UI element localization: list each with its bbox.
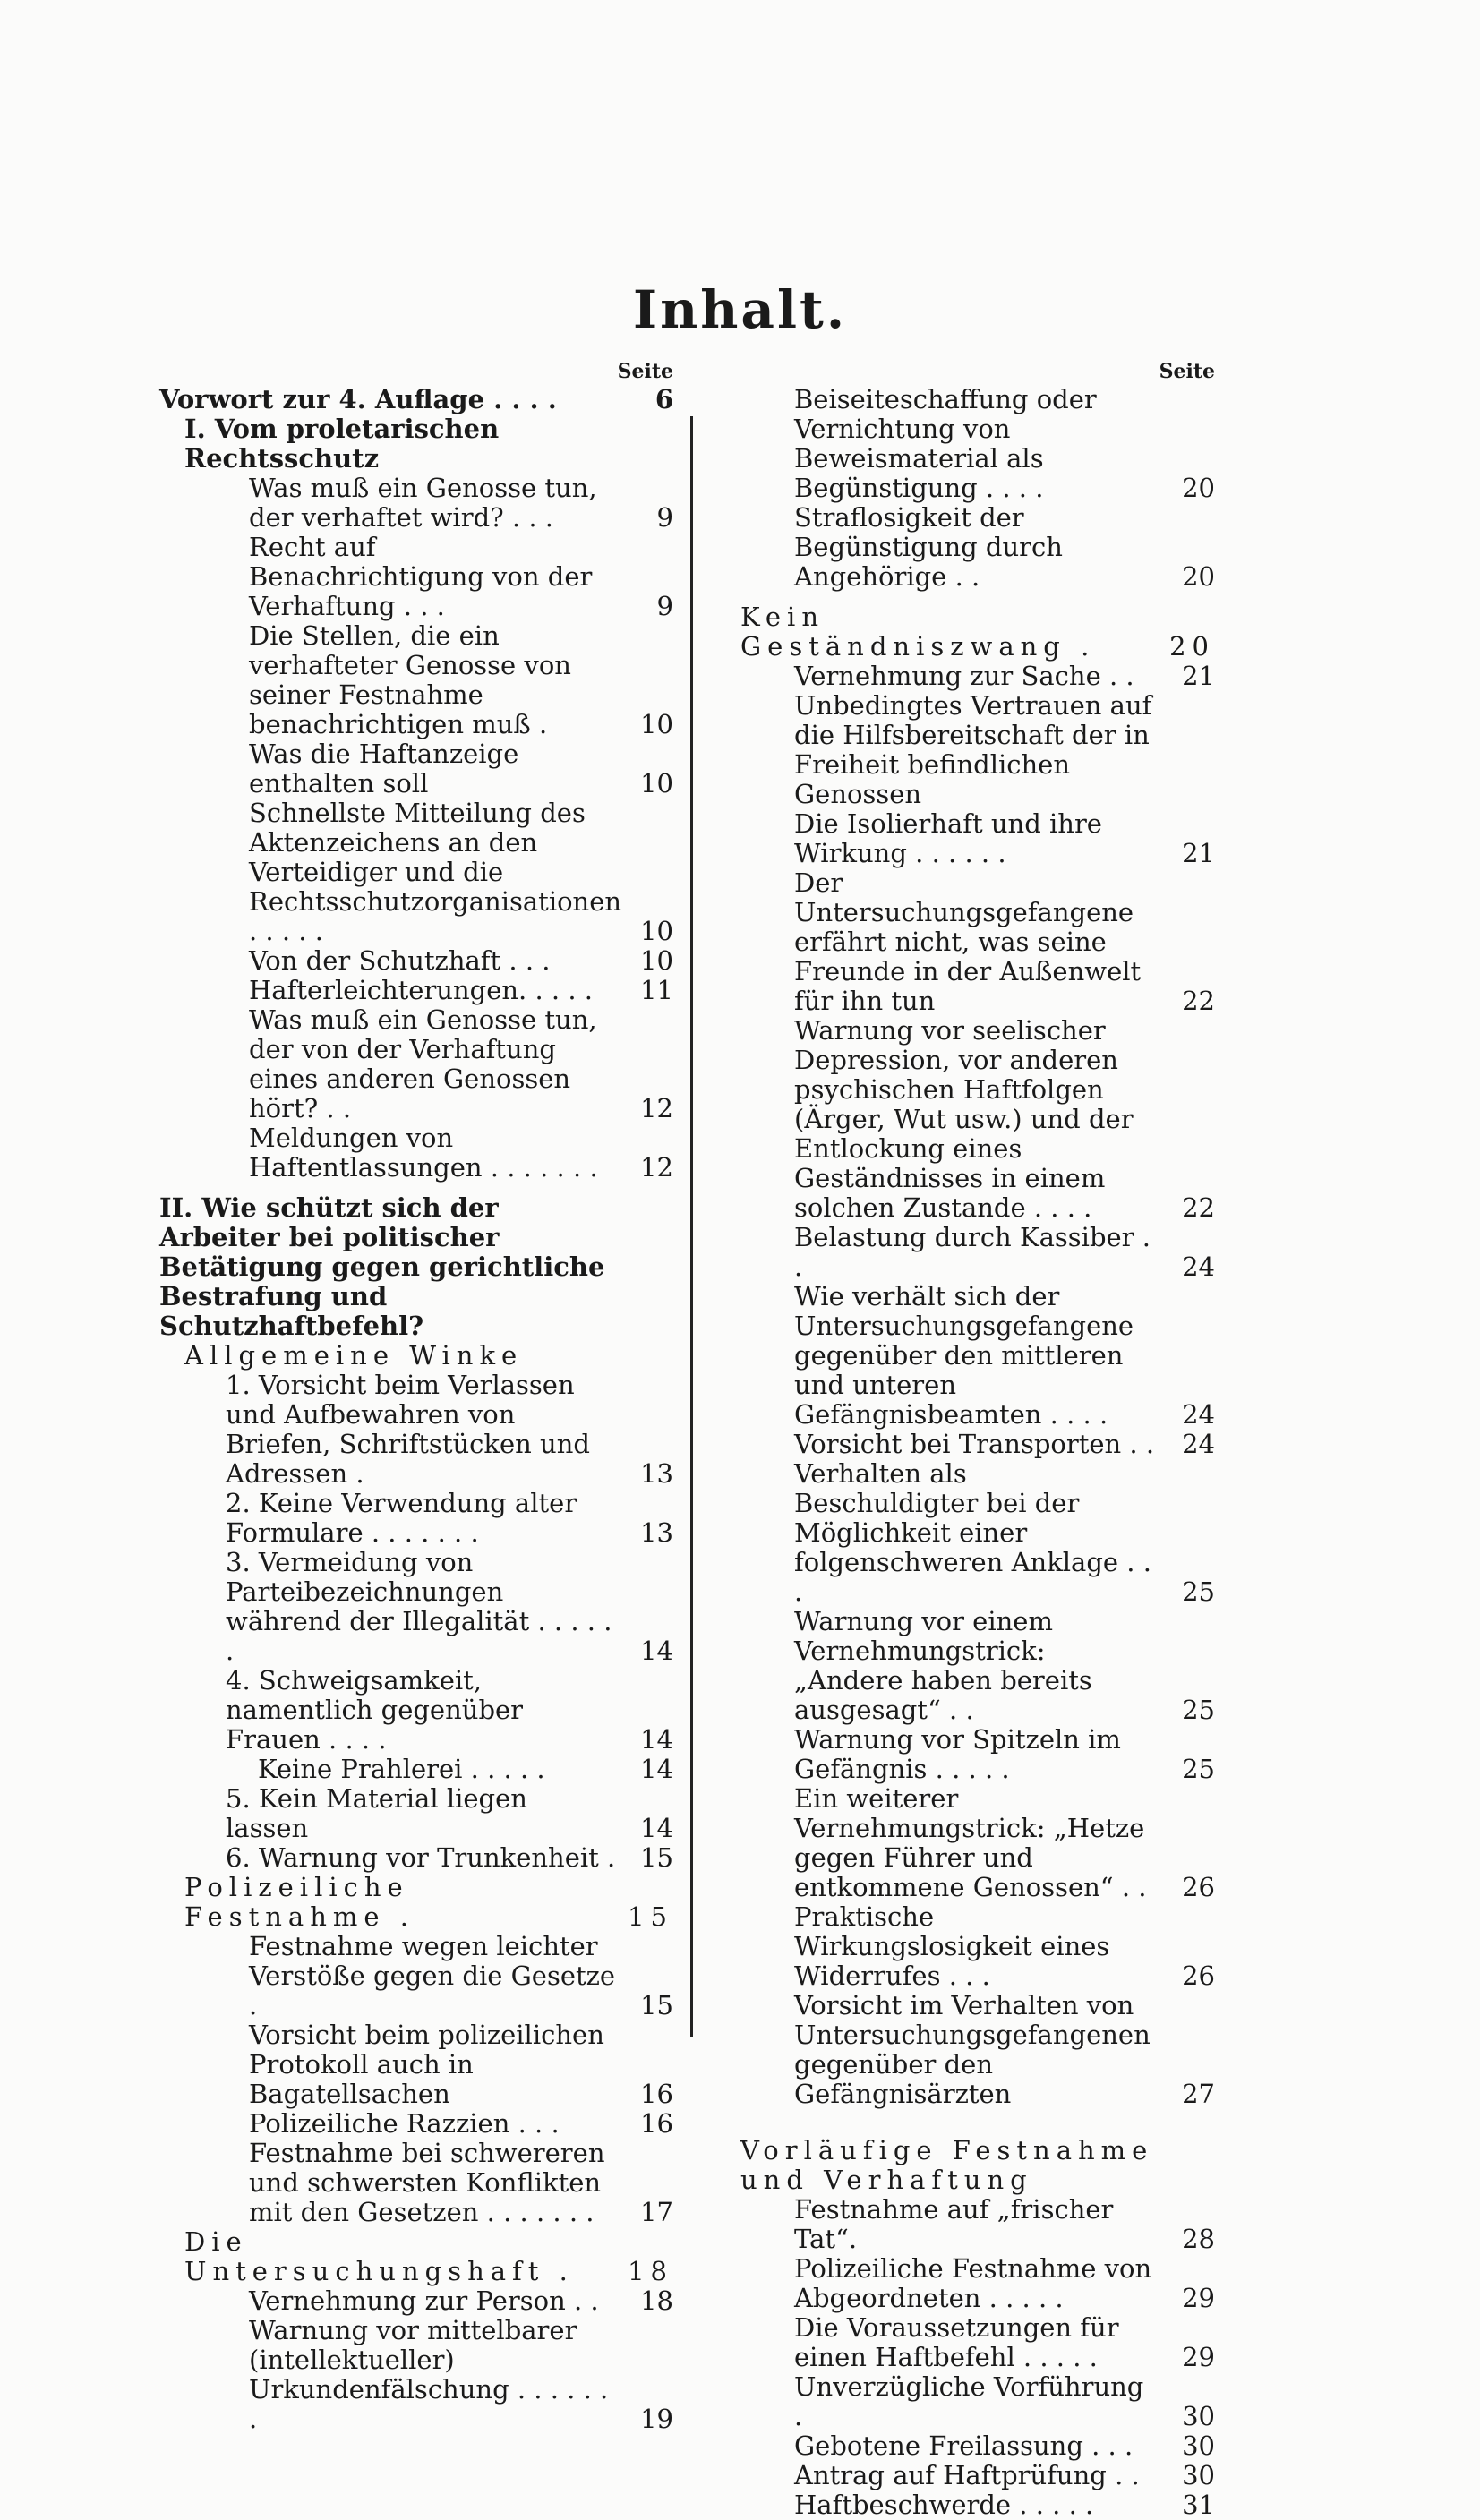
toc-entry-page: 14 (640, 1724, 673, 1755)
toc-entry (740, 1459, 1215, 1607)
toc-entry-title: Festnahme auf „frischer Tat“. (794, 2194, 1114, 2254)
toc-entry (159, 739, 673, 799)
toc-entry-title: Was muß ein Genosse tun, der von der Verhaftung eines anderen Genossen hört? . . (249, 1004, 597, 1123)
toc-entry (159, 1005, 673, 1123)
toc-entry-title: Warnung vor seelischer Depression, vor anderen psychischen Haftfolgen (Ärger, Wut usw.) und der Entlockung eines Geständnisses in einem solchen Zustande . . . . (794, 1015, 1134, 1223)
toc-entry (159, 1193, 673, 1341)
toc-entry-page: 14 (640, 1754, 673, 1784)
toc-entry-title: Der Untersuchungsgefangene erfährt nicht, was seine Freunde in der Außenwelt für ihn tun (794, 867, 1142, 1016)
toc-entry (159, 621, 673, 739)
toc-entry-title: Praktische Wirkungslosigkeit eines Widerrufes . . . (794, 1901, 1110, 1991)
toc-entry-title: Festnahme bei schwereren und schwersten Konflikten mit den Gesetzen . . . . . . . (249, 2138, 605, 2227)
toc-entry-page: 16 (640, 2108, 673, 2139)
toc-entry-page: 24 (1182, 1251, 1215, 1282)
toc-entry (740, 503, 1215, 592)
toc-entry (740, 602, 1215, 662)
toc-entry-title: Die Isolierhaft und ihre Wirkung . . . . . . (794, 808, 1102, 868)
toc-entry (159, 414, 673, 474)
toc-entry-page: 26 (1182, 1872, 1215, 1902)
toc-entry-title: Haftbeschwerde . . . . . (794, 2490, 1094, 2520)
column-divider (690, 416, 693, 2037)
toc-entry (159, 1548, 673, 1666)
toc-entry (159, 2286, 673, 2316)
toc-list-left (159, 385, 673, 2434)
toc-entry-page: 18 (628, 2256, 673, 2286)
toc-entry (159, 799, 673, 946)
toc-entry-title: Vernehmung zur Person . . (249, 2285, 599, 2316)
toc-entry-page: 30 (1182, 2401, 1215, 2431)
toc-entry-title: Antrag auf Haftprüfung . . (794, 2460, 1140, 2490)
toc-entry-title: 2. Keine Verwendung alter Formulare . . . . . . . (226, 1488, 577, 1548)
toc-entry-title: Vorsicht bei Transporten . . (794, 1429, 1155, 1459)
toc-entry-title: Festnahme wegen leichter Verstöße gegen die Gesetze . (249, 1931, 616, 2020)
toc-entry (159, 1873, 673, 1932)
toc-entry (159, 1932, 673, 2020)
toc-entry-page: 20 (1182, 561, 1215, 592)
toc-entry-title: Vorläufige Festnahme und Verhaftung (740, 2135, 1154, 2195)
toc-entry (159, 2227, 673, 2286)
toc-entry-title: Vorsicht im Verhalten von Untersuchungsgefangenen gegenüber den Gefängnisärzten (794, 1990, 1151, 2109)
toc-entry (740, 385, 1215, 503)
toc-entry-title: 6. Warnung vor Trunkenheit . (226, 1842, 616, 1873)
toc-entry-page: 12 (640, 1152, 673, 1183)
toc-entry-page: 12 (640, 1093, 673, 1123)
toc-entry (740, 1991, 1215, 2109)
toc-entry-page: 19 (640, 2404, 673, 2434)
toc-entry (740, 809, 1215, 868)
toc-entry-page: 27 (1182, 2079, 1215, 2109)
toc-entry-title: Die Stellen, die ein verhafteter Genosse von seiner Festnahme benachrichtigen muß . (249, 620, 571, 739)
toc-entry-title: Was die Haftanzeige enthalten soll (249, 739, 519, 799)
toc-entry-title: Die Voraussetzungen für einen Haftbefehl . . . . . (794, 2312, 1119, 2372)
toc-entry (740, 1016, 1215, 1223)
toc-entry-title: Warnung vor einem Vernehmungstrick: „Andere haben bereits ausgesagt“ . . (794, 1606, 1092, 1725)
toc-entry-page: 10 (640, 768, 673, 799)
toc-entry-page: 26 (1182, 1960, 1215, 1991)
toc-column-left (159, 358, 673, 2434)
toc-entry-page: 29 (1182, 2342, 1215, 2372)
toc-entry (159, 1784, 673, 1843)
toc-entry (740, 2431, 1215, 2461)
toc-entry (740, 1430, 1215, 1459)
toc-entry (740, 1784, 1215, 1902)
toc-entry (740, 2461, 1215, 2490)
toc-entry-title: Allgemeine Winke (184, 1340, 524, 1371)
toc-entry-page: 22 (1182, 1192, 1215, 1223)
toc-entry-page: 25 (1182, 1695, 1215, 1725)
toc-entry-page: 13 (640, 1458, 673, 1489)
toc-entry-title: Von der Schutzhaft . . . (249, 945, 551, 976)
toc-entry-page: 6 (654, 384, 673, 414)
toc-entry (740, 2372, 1215, 2431)
toc-entry (740, 1607, 1215, 1725)
toc-entry (159, 533, 673, 621)
toc-entry (159, 2020, 673, 2109)
toc-entry-page: 22 (1182, 986, 1215, 1016)
toc-entry (159, 2316, 673, 2434)
seite-header-right: Seite (1159, 360, 1215, 383)
toc-entry-page: 24 (1182, 1399, 1215, 1430)
toc-entry-page: 31 (1182, 2490, 1215, 2520)
toc-entry (159, 1123, 673, 1183)
toc-entry (159, 1666, 673, 1755)
toc-entry-page: 25 (1182, 1754, 1215, 1784)
toc-entry-title: Was muß ein Genosse tun, der verhaftet wird? . . . (249, 473, 597, 533)
toc-entry (740, 1223, 1215, 1282)
toc-entry-page: 25 (1182, 1576, 1215, 1607)
toc-entry-page: 9 (656, 591, 673, 621)
toc-entry-title: 3. Vermeidung von Parteibezeichnungen während der Illegalität . . . . . . (226, 1547, 612, 1666)
toc-entry-title: 5. Kein Material liegen lassen (226, 1783, 527, 1843)
toc-entry-title: Keine Prahlerei . . . . . (258, 1754, 545, 1784)
toc-entry-page: 29 (1182, 2283, 1215, 2313)
toc-entry (740, 2254, 1215, 2313)
toc-entry-title: Recht auf Benachrichtigung von der Verhaftung . . . (249, 532, 593, 621)
toc-entry-title: Polizeiliche Festnahme von Abgeordneten . . . . . (794, 2253, 1152, 2313)
toc-entry-page: 18 (640, 2285, 673, 2316)
toc-entry-page: 9 (656, 502, 673, 533)
toc-entry-title: Warnung vor Spitzeln im Gefängnis . . . . . (794, 1724, 1121, 1784)
toc-entry-page: 17 (640, 2197, 673, 2227)
toc-entry-title: Unbedingtes Vertrauen auf die Hilfsbereitschaft der in Freiheit befindlichen Genossen (794, 690, 1152, 809)
toc-entry-title: Unverzügliche Vorführung . (794, 2371, 1144, 2431)
toc-list-right (740, 385, 1215, 2520)
toc-entry-page: 15 (640, 1990, 673, 2020)
toc-entry (159, 474, 673, 533)
toc-entry-page: 11 (640, 975, 673, 1005)
toc-entry (159, 976, 673, 1005)
toc-entry (159, 1371, 673, 1489)
toc-entry (740, 2490, 1215, 2520)
toc-entry (740, 1902, 1215, 1991)
toc-entry-page: 30 (1182, 2460, 1215, 2490)
toc-entry-title: Hafterleichterungen. . . . . (249, 975, 594, 1005)
toc-entry (740, 662, 1215, 691)
toc-entry-page: 28 (1182, 2224, 1215, 2254)
toc-entry-page: 20 (1182, 473, 1215, 503)
toc-entry-page: 15 (640, 1842, 673, 1873)
toc-entry-title: Belastung durch Kassiber . . (794, 1222, 1151, 1282)
toc-entry (159, 1843, 673, 1873)
toc-entry (159, 1341, 673, 1371)
toc-entry-title: Straflosigkeit der Begünstigung durch Angehörige . . (794, 502, 1063, 592)
toc-entry-page: 15 (628, 1901, 673, 1932)
toc-entry-title: Beiseiteschaffung oder Vernichtung von Beweismaterial als Begünstigung . . . . (794, 384, 1097, 503)
toc-entry-title: Verhalten als Beschuldigter bei der Möglichkeit einer folgenschweren Anklage . . . (794, 1458, 1151, 1607)
toc-entry-title: Polizeiliche Razzien . . . (249, 2108, 560, 2139)
seite-header-left: Seite (617, 360, 673, 383)
toc-entry-page: 14 (640, 1636, 673, 1666)
toc-entry-title: Polizeiliche Festnahme . (184, 1872, 415, 1932)
toc-entry-page: 16 (640, 2079, 673, 2109)
toc-entry-page: 10 (640, 945, 673, 976)
toc-entry-title: Vernehmung zur Sache . . (794, 661, 1134, 691)
toc-entry-page: 13 (640, 1517, 673, 1548)
toc-entry-title: Die Untersuchungshaft . (184, 2226, 574, 2286)
toc-column-right (740, 358, 1215, 2520)
toc-entry-page: 21 (1182, 838, 1215, 868)
toc-entry (740, 868, 1215, 1016)
toc-entry (740, 1725, 1215, 1784)
toc-entry-title: Gebotene Freilassung . . . (794, 2430, 1134, 2461)
toc-entry-title: Wie verhält sich der Untersuchungsgefangene gegenüber den mittleren und unteren Gefängnisbeamten . . . . (794, 1281, 1134, 1430)
toc-entry-page: 21 (1182, 661, 1215, 691)
toc-entry (740, 2313, 1215, 2372)
toc-entry-title: Ein weiterer Vernehmungstrick: „Hetze gegen Führer und entkommene Genossen“ . . (794, 1783, 1147, 1902)
toc-entry-page: 24 (1182, 1429, 1215, 1459)
page-title: Inhalt. (632, 279, 848, 340)
toc-entry (159, 2109, 673, 2139)
toc-entry-title: 1. Vorsicht beim Verlassen und Aufbewahren von Briefen, Schriftstücken und Adressen . (226, 1370, 590, 1489)
toc-entry-page: 20 (1169, 631, 1215, 662)
toc-entry-title: Warnung vor mittelbarer (intellektueller) Urkundenfälschung . . . . . . . (249, 2315, 609, 2434)
toc-entry-title: Meldungen von Haftentlassungen . . . . . . . (249, 1123, 598, 1183)
toc-entry-page: 14 (640, 1813, 673, 1843)
toc-entry-title: II. Wie schützt sich der Arbeiter bei politischer Betätigung gegen gerichtliche Bestrafung und Schutzhaftbefehl? (159, 1192, 605, 1341)
toc-entry (740, 1282, 1215, 1430)
toc-entry (159, 2139, 673, 2227)
toc-entry (159, 1489, 673, 1548)
toc-entry (159, 946, 673, 976)
toc-entry (740, 2136, 1215, 2195)
toc-entry-page: 10 (640, 916, 673, 946)
toc-entry-title: Schnellste Mitteilung des Aktenzeichens an den Verteidiger und die Rechtsschutzorganisationen . . . . . (249, 798, 622, 946)
toc-entry (159, 385, 673, 414)
toc-entry-title: Vorsicht beim polizeilichen Protokoll auch in Bagatellsachen (249, 2020, 604, 2109)
toc-entry (740, 691, 1215, 809)
toc-entry-title: Kein Geständniszwang . (740, 602, 1096, 662)
toc-entry-page: 10 (640, 709, 673, 739)
toc-entry (159, 1755, 673, 1784)
toc-entry-page: 30 (1182, 2430, 1215, 2461)
toc-entry-title: 4. Schweigsamkeit, namentlich gegenüber Frauen . . . . (226, 1665, 524, 1755)
toc-entry-title: I. Vom proletarischen Rechtsschutz (184, 414, 500, 474)
toc-entry-title: Vorwort zur 4. Auflage . . . . (159, 384, 557, 414)
